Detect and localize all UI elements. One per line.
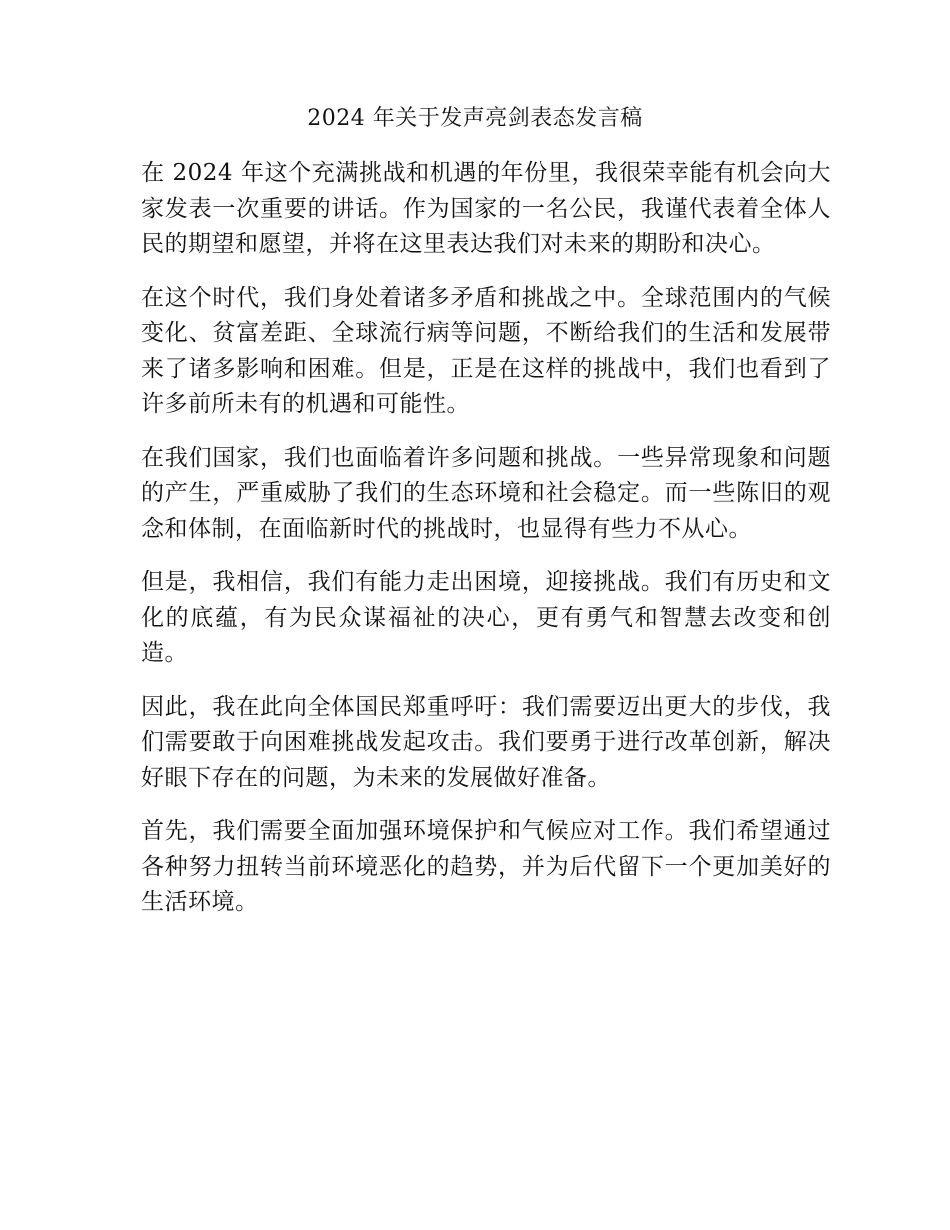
paragraph-1: 在 2024 年这个充满挑战和机遇的年份里，我很荣幸能有机会向大家发表一次重要的讲话。作为国家的一名公民，我谨代表着全体人民的期望和愿望，并将在这里表达我们对未来的期盼和决心。 [141, 160, 831, 257]
document-body [141, 156, 831, 939]
paragraph-4: 但是，我相信，我们有能力走出困境，迎接挑战。我们有历史和文化的底蕴，有为民众谋福祉的决心，更有勇气和智慧去改变和创造。 [141, 569, 831, 666]
paragraph-3: 在我们国家，我们也面临着许多问题和挑战。一些异常现象和问题的产生，严重威胁了我们的生态环境和社会稳定。而一些陈旧的观念和体制，在面临新时代的挑战时，也显得有些力不从心。 [141, 444, 831, 542]
page-title: 2024 年关于发声亮剑表态发言稿 [307, 106, 643, 131]
paragraph-2: 在这个时代，我们身处着诸多矛盾和挑战之中。全球范围内的气候变化、贫富差距、全球流行病等问题，不断给我们的生活和发展带来了诸多影响和困难。但是，正是在这样的挑战中，我们也看到了许多前所未有的机遇和可能性。 [141, 284, 831, 417]
paragraph-5: 因此，我在此向全体国民郑重呼吁：我们需要迈出更大的步伐，我们需要敢于向困难挑战发起攻击。我们要勇于进行改革创新，解决好眼下存在的问题，为未来的发展做好准备。 [141, 693, 831, 791]
paragraph-6: 首先，我们需要全面加强环境保护和气候应对工作。我们希望通过各种努力扭转当前环境恶化的趋势，并为后代留下一个更加美好的生活环境。 [141, 818, 831, 915]
